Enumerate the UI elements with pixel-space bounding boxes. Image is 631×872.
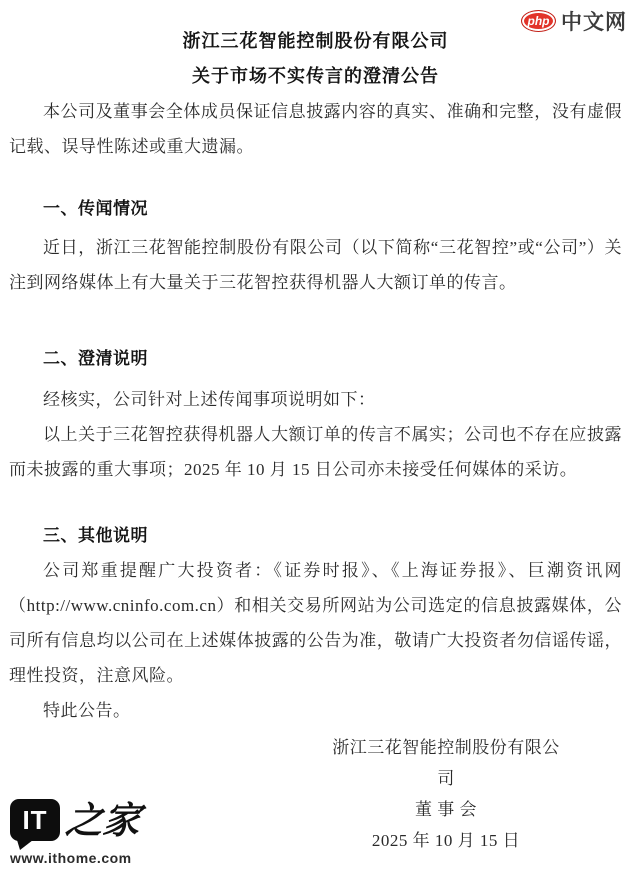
section-2-paragraph-2: 以上关于三花智控获得机器人大额订单的传言不属实；公司也不存在应披露而未披露的重大事项；2025 年 10 月 15 日公司亦未接受任何媒体的采访。	[9, 425, 622, 479]
section-1-paragraph: 近日，浙江三花智能控制股份有限公司（以下简称“三花智控”或“公司”）关注到网络媒体上有大量关于三花智控获得机器人大额订单的传言。	[9, 238, 622, 292]
ithome-url: www.ithome.com	[10, 850, 132, 866]
board-declaration-paragraph: 本公司及董事会全体成员保证信息披露内容的真实、准确和完整，没有虚假记载、误导性陈述或重大遗漏。	[9, 102, 622, 156]
ithome-watermark	[10, 797, 143, 866]
company-title: 浙江三花智能控制股份有限公司	[182, 31, 449, 51]
section-2-paragraph-1: 经核实，公司针对上述传闻事项说明如下：	[43, 390, 376, 409]
section-2-heading: 二、澄清说明	[43, 349, 148, 368]
section-3-paragraph: 公司郑重提醒广大投资者：《证券时报》、《上海证券报》、巨潮资讯网（http://www.cninfo.com.cn）和相关交易所网站为公司选定的信息披露媒体，公司所有信息均以公司在上述媒体披露的公告为准，敬请广大投资者勿信谣传谣，理性投资，注意风险。	[9, 561, 622, 685]
php-cn-watermark	[521, 6, 627, 36]
ithome-logo	[10, 797, 143, 842]
signature-date: 2025 年 10 月 15 日	[371, 831, 521, 850]
announcement-title: 关于市场不实传言的澄清公告	[192, 66, 439, 86]
signature-company: 浙江三花智能控制股份有限公司	[332, 738, 560, 788]
signature-board: 董 事 会	[415, 800, 477, 819]
closing-statement: 特此公告。	[43, 701, 131, 720]
ithome-bubble-icon: IT	[10, 799, 60, 841]
php-cn-site-name: 中文网	[561, 11, 627, 34]
signature-block	[326, 732, 566, 856]
section-3-heading: 三、其他说明	[43, 526, 148, 545]
ithome-zhijia-glyph: 之家	[63, 797, 143, 842]
section-1-heading: 一、传闻情况	[43, 199, 148, 218]
php-logo-icon: php	[521, 10, 556, 32]
